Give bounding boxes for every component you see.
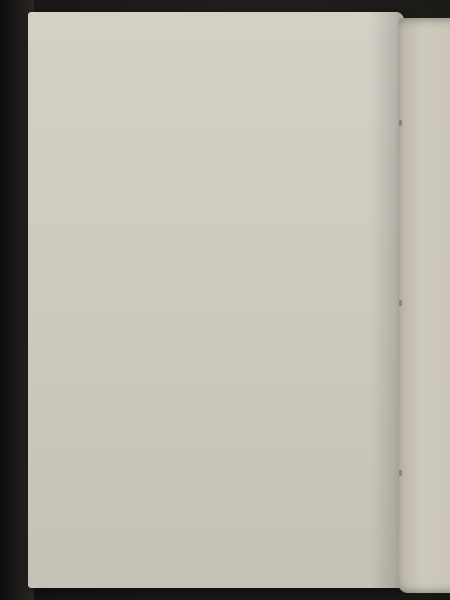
page-number xyxy=(58,547,72,571)
page-body-text xyxy=(98,46,360,576)
binding-stitch xyxy=(399,470,402,476)
book-page xyxy=(28,12,404,588)
binding-stitch xyxy=(399,120,402,126)
binding-stitch xyxy=(399,300,402,306)
facing-page-text xyxy=(404,45,450,585)
